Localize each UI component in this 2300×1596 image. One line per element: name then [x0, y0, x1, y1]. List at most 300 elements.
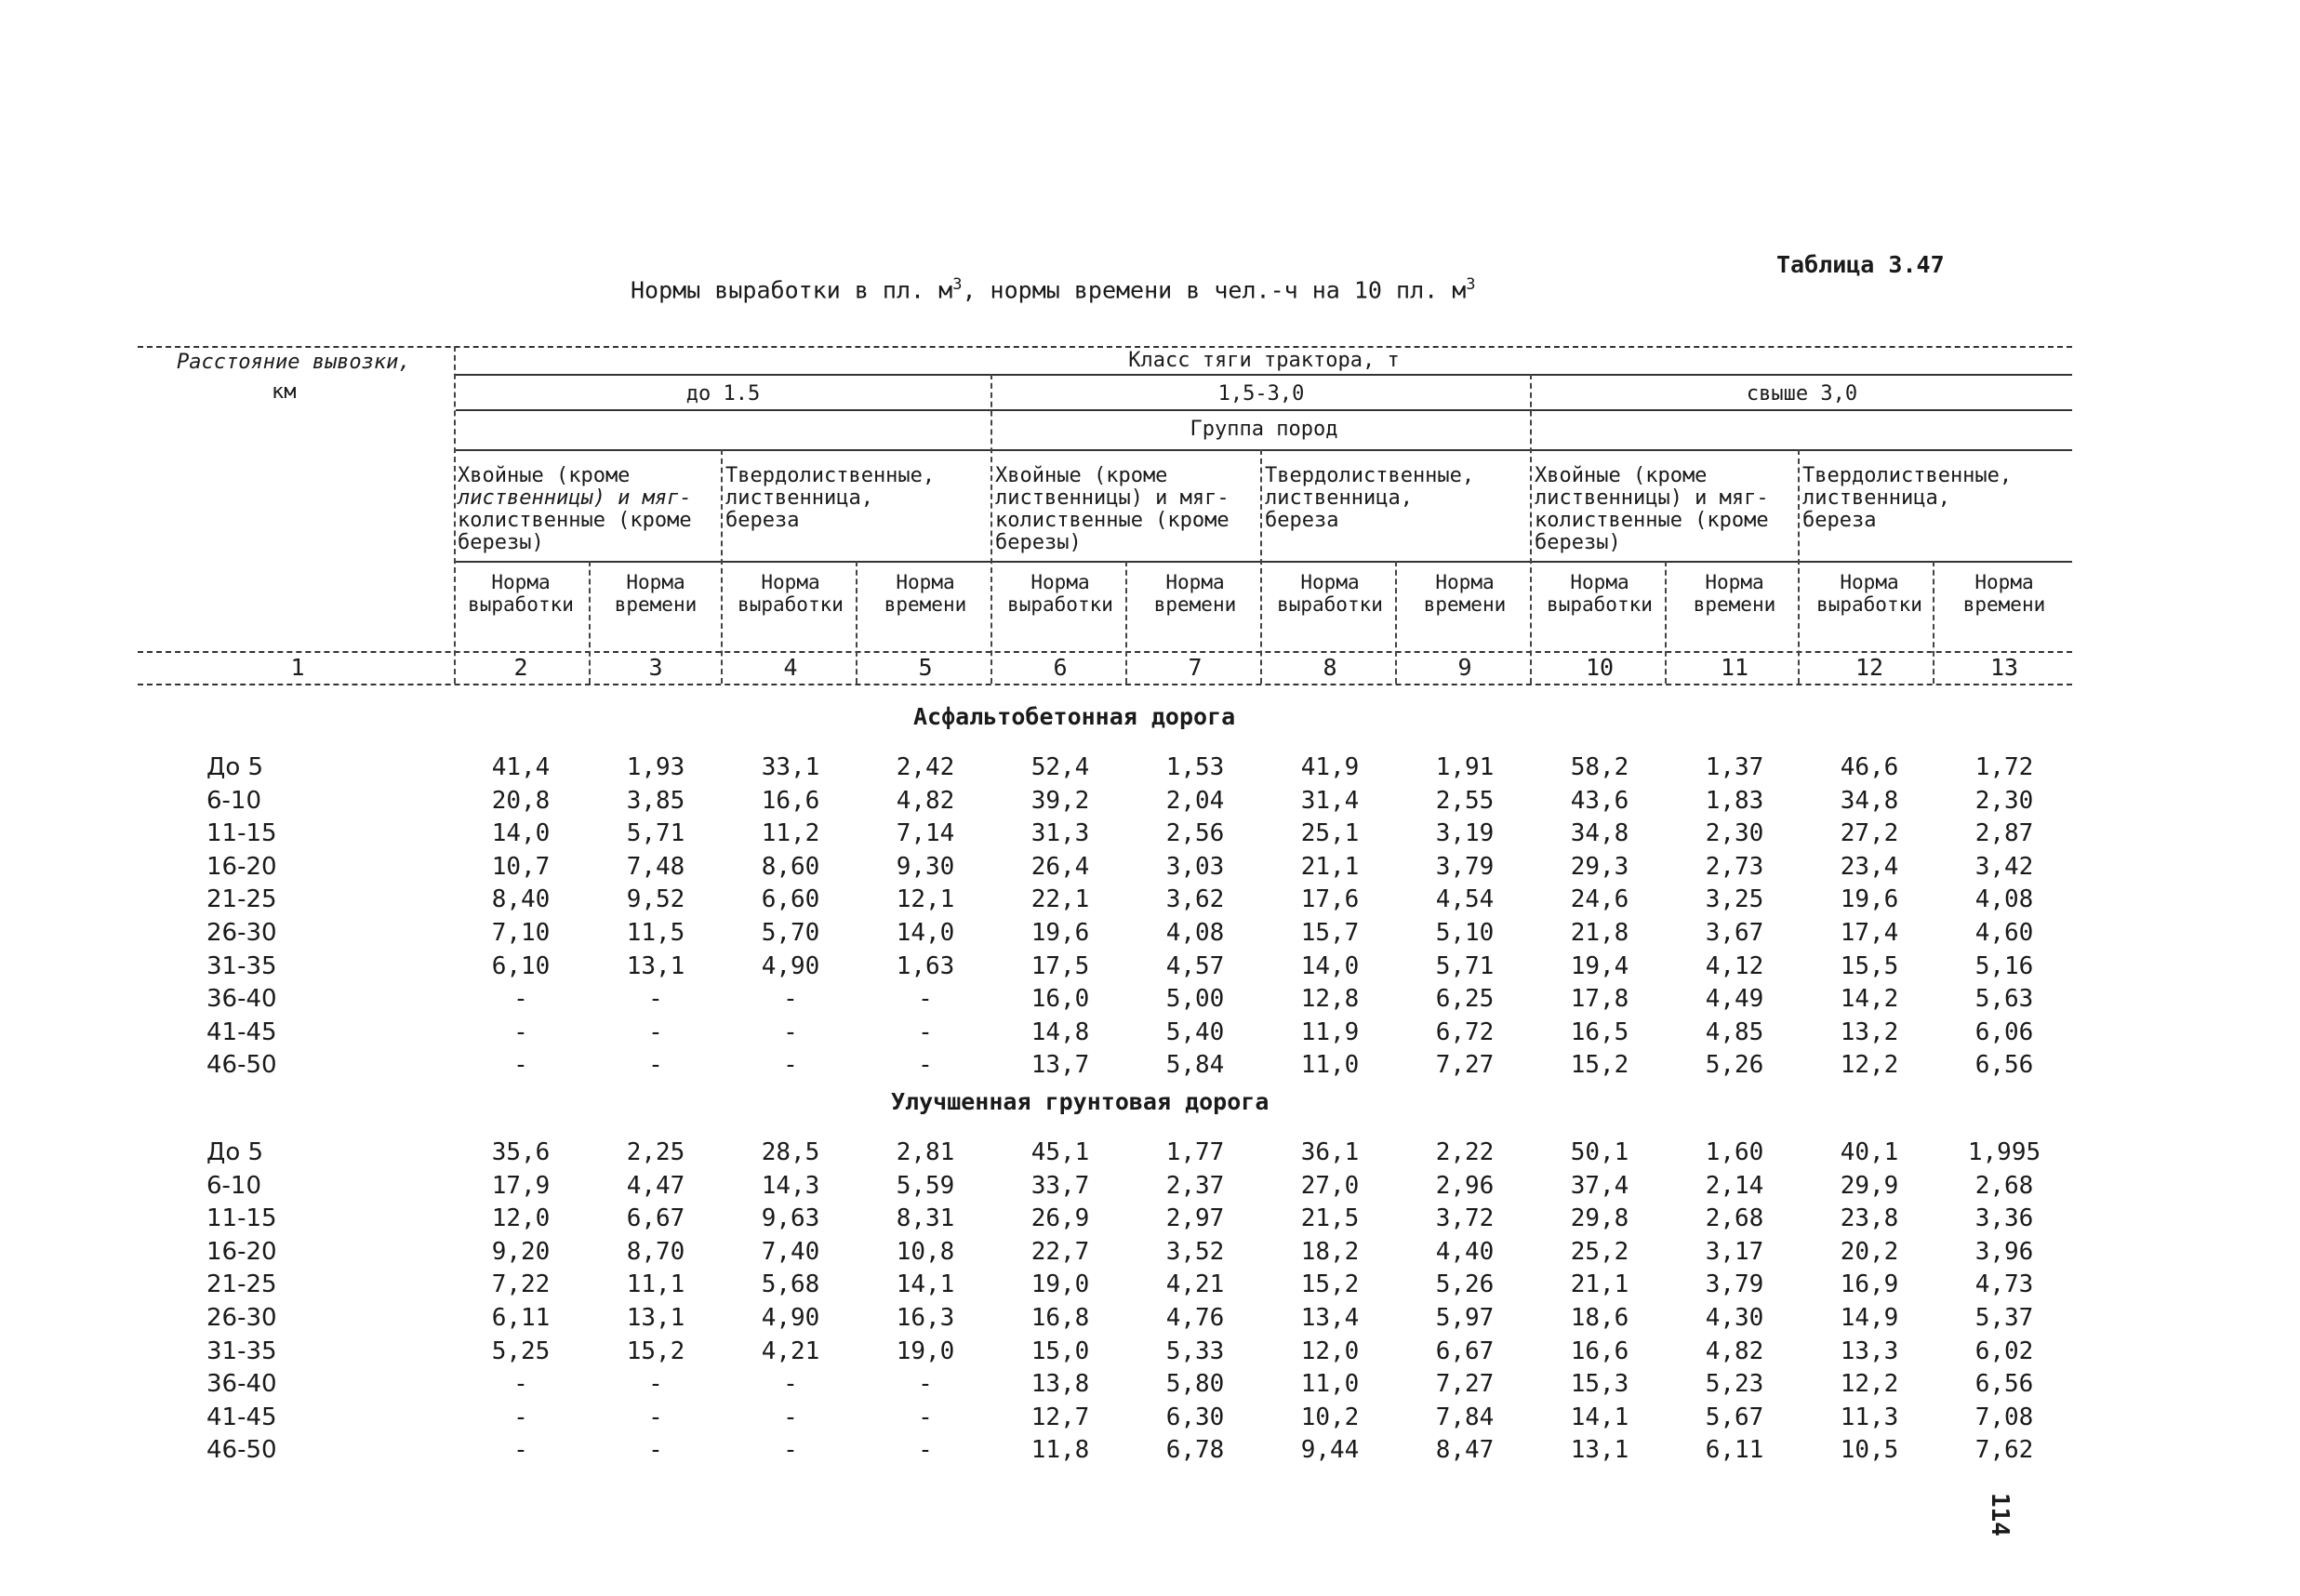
table-cell: 10,8 [896, 1237, 955, 1266]
table-cell: 25,1 [1300, 819, 1360, 848]
table-cell: 12,8 [1300, 985, 1360, 1014]
table-cell: 4,30 [1705, 1304, 1764, 1332]
output-norm-header: Норма выработки [468, 571, 574, 616]
table-cell: - [918, 1017, 933, 1046]
output-norm-header: Норма выработки [1816, 571, 1922, 616]
table-cell: 6,67 [1435, 1337, 1495, 1365]
table-cell: 45,1 [1030, 1138, 1090, 1166]
table-cell: 2,68 [1974, 1171, 2034, 1200]
table-cell: 26,4 [1030, 852, 1090, 881]
table-cell: 7,40 [761, 1237, 820, 1266]
table-cell: 2,55 [1435, 786, 1495, 815]
table-cell: 23,4 [1840, 852, 1899, 881]
table-cell: 16,6 [761, 786, 820, 815]
table-cell: 5,16 [1974, 951, 2034, 980]
table-cell: 18,6 [1570, 1304, 1629, 1332]
table-cell: 3,17 [1705, 1237, 1764, 1266]
table-cell: - [648, 1403, 663, 1431]
table-cell: 15,5 [1840, 951, 1899, 980]
table-cell: 15,2 [1300, 1270, 1360, 1299]
table-cell: 6,10 [491, 951, 551, 980]
group-b-header: Твердолиственные, лиственница, береза [725, 464, 936, 532]
table-cell: 13,4 [1300, 1304, 1360, 1332]
table-cell: 23,8 [1840, 1204, 1899, 1233]
table-cell: 9,20 [491, 1237, 551, 1266]
table-cell: 36,1 [1300, 1138, 1360, 1166]
table-cell: 3,42 [1974, 852, 2034, 881]
table-cell: 5,84 [1165, 1051, 1225, 1080]
table-cell: 4,57 [1165, 951, 1225, 980]
table-cell: 27,0 [1300, 1171, 1360, 1200]
table-cell: 15,3 [1570, 1370, 1629, 1399]
table-cell: 6,67 [626, 1204, 685, 1233]
table-cell: 17,6 [1300, 885, 1360, 914]
table-cell: 7,62 [1974, 1436, 2034, 1465]
table-cell: 14,8 [1030, 1017, 1090, 1046]
table-cell: - [513, 1051, 528, 1080]
column-number: 2 [513, 654, 528, 681]
table-cell: - [783, 1051, 798, 1080]
table-cell: 1,91 [1435, 753, 1495, 781]
vsep [1125, 561, 1127, 684]
table-cell: 13,1 [626, 1304, 685, 1332]
table-cell: 21,1 [1300, 852, 1360, 881]
table-cell: 7,22 [491, 1270, 551, 1299]
table-cell: 5,71 [1435, 951, 1495, 980]
row-distance-label: 46-50 [206, 1436, 277, 1465]
table-cell: 3,96 [1974, 1237, 2034, 1266]
table-cell: - [513, 1403, 528, 1431]
column-number: 1 [290, 654, 305, 681]
table-cell: 5,67 [1705, 1403, 1764, 1431]
table-cell: 58,2 [1570, 753, 1629, 781]
row-distance-label: 6-10 [206, 1171, 262, 1200]
caption-part1: Нормы выработки в пл. м [631, 276, 953, 304]
table-cell: 3,72 [1435, 1204, 1495, 1233]
table-caption [631, 275, 1476, 303]
group-b-header: Твердолиственные, лиственница, береза [1802, 464, 2013, 532]
column-number: 5 [918, 654, 933, 681]
caption-sup1: 3 [952, 275, 963, 294]
column-number: 6 [1053, 654, 1068, 681]
table-cell: 2,04 [1165, 786, 1225, 815]
table-cell: 6,06 [1974, 1017, 2034, 1046]
table-cell: - [513, 1370, 528, 1399]
table-cell: 14,1 [896, 1270, 955, 1299]
table-cell: 5,10 [1435, 919, 1495, 947]
class-rule [456, 374, 2072, 376]
table-cell: 7,14 [896, 819, 955, 848]
table-cell: 22,1 [1030, 885, 1090, 914]
table-cell: 13,2 [1840, 1017, 1899, 1046]
table-cell: 4,60 [1974, 919, 2034, 947]
row-distance-label: 41-45 [206, 1403, 277, 1431]
table-cell: 3,67 [1705, 919, 1764, 947]
table-cell: 22,7 [1030, 1237, 1090, 1266]
row-distance-label: 41-45 [206, 1017, 277, 1046]
table-cell: 5,00 [1165, 985, 1225, 1014]
group-a-header: Хвойные (кроме лиственницы) и мяг- колиственные (кроме березы) [1535, 464, 1769, 554]
distance-unit: км [272, 380, 297, 404]
table-cell: 9,63 [761, 1204, 820, 1233]
table-cell: 16,8 [1030, 1304, 1090, 1332]
table-cell: 4,47 [626, 1171, 685, 1200]
table-cell: 5,33 [1165, 1337, 1225, 1365]
table-cell: 11,0 [1300, 1051, 1360, 1080]
table-cell: 17,9 [491, 1171, 551, 1200]
table-cell: 20,2 [1840, 1237, 1899, 1266]
table-cell: 15,2 [1570, 1051, 1629, 1080]
table-cell: 46,6 [1840, 753, 1899, 781]
table-cell: 1,995 [1967, 1138, 2041, 1166]
table-cell: 16,5 [1570, 1017, 1629, 1046]
table-cell: 12,0 [491, 1204, 551, 1233]
table-cell: 11,8 [1030, 1436, 1090, 1465]
table-cell: 21,5 [1300, 1204, 1360, 1233]
vsep [1665, 561, 1667, 684]
row-distance-label: 11-15 [206, 819, 277, 848]
table-cell: 14,2 [1840, 985, 1899, 1014]
table-cell: 13,8 [1030, 1370, 1090, 1399]
table-cell: 13,7 [1030, 1051, 1090, 1080]
column-number: 12 [1855, 654, 1884, 681]
table-cell: 1,60 [1705, 1138, 1764, 1166]
table-cell: 3,19 [1435, 819, 1495, 848]
table-cell: - [918, 985, 933, 1014]
table-cell: 21,1 [1570, 1270, 1629, 1299]
table-cell: 7,27 [1435, 1051, 1495, 1080]
table-cell: 11,0 [1300, 1370, 1360, 1399]
table-cell: 6,11 [491, 1304, 551, 1332]
table-cell: 11,2 [761, 819, 820, 848]
time-norm-header: Норма времени [614, 571, 698, 616]
table-cell: 1,93 [626, 753, 685, 781]
table-cell: 11,1 [626, 1270, 685, 1299]
vsep [1395, 561, 1397, 684]
time-norm-header: Норма времени [1423, 571, 1507, 616]
table-cell: 14,3 [761, 1171, 820, 1200]
row-distance-label: 6-10 [206, 786, 262, 815]
class-2-header: 1,5-3,0 [1217, 382, 1305, 406]
table-cell: 34,8 [1840, 786, 1899, 815]
table-cell: 4,08 [1165, 919, 1225, 947]
table-cell: 5,23 [1705, 1370, 1764, 1399]
table-cell: - [918, 1403, 933, 1431]
table-cell: - [918, 1370, 933, 1399]
table-cell: 1,83 [1705, 786, 1764, 815]
table-cell: 2,87 [1974, 819, 2034, 848]
vsep [856, 561, 858, 684]
table-cell: 39,2 [1030, 786, 1090, 815]
table-cell: 20,8 [491, 786, 551, 815]
table-cell: 8,31 [896, 1204, 955, 1233]
table-cell: 6,78 [1165, 1436, 1225, 1465]
table-cell: - [513, 1436, 528, 1465]
table-cell: 2,30 [1705, 819, 1764, 848]
table-cell: 4,73 [1974, 1270, 2034, 1299]
table-cell: - [513, 985, 528, 1014]
table-cell: 31,4 [1300, 786, 1360, 815]
table-cell: 6,56 [1974, 1370, 2034, 1399]
table-cell: 41,9 [1300, 753, 1360, 781]
vsep [1933, 561, 1934, 684]
column-number: 7 [1188, 654, 1203, 681]
table-cell: 8,40 [491, 885, 551, 914]
group-a-header: Хвойные (кроме лиственницы) и мяг- колиственные (кроме березы) [458, 464, 692, 554]
table-cell: 13,1 [1570, 1436, 1629, 1465]
table-cell: 2,73 [1705, 852, 1764, 881]
table-cell: 40,1 [1840, 1138, 1899, 1166]
table-cell: 29,8 [1570, 1204, 1629, 1233]
table-cell: 3,03 [1165, 852, 1225, 881]
table-cell: 5,97 [1435, 1304, 1495, 1332]
table-cell: 3,52 [1165, 1237, 1225, 1266]
time-norm-header: Норма времени [1962, 571, 2046, 616]
table-cell: 5,40 [1165, 1017, 1225, 1046]
table-cell: 18,2 [1300, 1237, 1360, 1266]
table-cell: 29,9 [1840, 1171, 1899, 1200]
table-cell: 4,21 [761, 1337, 820, 1365]
vsep [1260, 449, 1262, 684]
table-cell: 12,1 [896, 885, 955, 914]
table-cell: 19,4 [1570, 951, 1629, 980]
species-group-header: Группа пород [1190, 418, 1338, 441]
table-cell: - [783, 985, 798, 1014]
table-cell: 8,60 [761, 852, 820, 881]
table-cell: - [648, 1370, 663, 1399]
table-cell: 16,6 [1570, 1337, 1629, 1365]
time-norm-header: Норма времени [1153, 571, 1237, 616]
column-number: 3 [648, 654, 663, 681]
table-cell: 10,2 [1300, 1403, 1360, 1431]
table-cell: 9,52 [626, 885, 685, 914]
table-cell: 7,27 [1435, 1370, 1495, 1399]
table-cell: 7,84 [1435, 1403, 1495, 1431]
table-cell: 4,21 [1165, 1270, 1225, 1299]
table-cell: 5,37 [1974, 1304, 2034, 1332]
header-top-rule [138, 346, 2072, 348]
output-norm-header: Норма выработки [1547, 571, 1653, 616]
output-norm-header: Норма выработки [1277, 571, 1383, 616]
table-cell: 15,0 [1030, 1337, 1090, 1365]
table-cell: 19,0 [1030, 1270, 1090, 1299]
class-3-header: свыше 3,0 [1746, 382, 1858, 406]
table-cell: 2,22 [1435, 1138, 1495, 1166]
column-number: 11 [1720, 654, 1749, 681]
table-cell: 19,6 [1030, 919, 1090, 947]
table-cell: 6,60 [761, 885, 820, 914]
column-number: 4 [783, 654, 798, 681]
row-distance-label: 46-50 [206, 1051, 277, 1080]
table-cell: 4,90 [761, 1304, 820, 1332]
table-cell: 14,0 [896, 919, 955, 947]
table-cell: 8,47 [1435, 1436, 1495, 1465]
table-cell: 5,70 [761, 919, 820, 947]
table-cell: 50,1 [1570, 1138, 1629, 1166]
table-cell: 27,2 [1840, 819, 1899, 848]
table-cell: - [783, 1370, 798, 1399]
table-cell: 14,1 [1570, 1403, 1629, 1431]
table-cell: 2,14 [1705, 1171, 1764, 1200]
tractor-class-header: Класс тяги трактора, т [1128, 349, 1400, 372]
output-norm-header: Норма выработки [738, 571, 844, 616]
table-cell: 34,8 [1570, 819, 1629, 848]
table-cell: 13,1 [626, 951, 685, 980]
table-cell: 9,44 [1300, 1436, 1360, 1465]
table-cell: 3,79 [1705, 1270, 1764, 1299]
vsep [721, 449, 723, 684]
table-cell: 15,7 [1300, 919, 1360, 947]
row-distance-label: 31-35 [206, 951, 277, 980]
table-cell: 9,30 [896, 852, 955, 881]
table-cell: 1,63 [896, 951, 955, 980]
caption-sup2: 3 [1466, 275, 1476, 294]
column-number: 9 [1457, 654, 1472, 681]
table-cell: 1,37 [1705, 753, 1764, 781]
table-cell: 10,5 [1840, 1436, 1899, 1465]
colnum-rule [138, 684, 2072, 685]
table-cell: 6,72 [1435, 1017, 1495, 1046]
table-cell: - [648, 1051, 663, 1080]
table-cell: 14,0 [1300, 951, 1360, 980]
table-cell: 2,30 [1974, 786, 2034, 815]
table-cell: 2,37 [1165, 1171, 1225, 1200]
table-cell: 16,3 [896, 1304, 955, 1332]
table-cell: 6,11 [1705, 1436, 1764, 1465]
table-cell: 1,53 [1165, 753, 1225, 781]
table-cell: 6,56 [1974, 1051, 2034, 1080]
table-cell: 24,6 [1570, 885, 1629, 914]
table-cell: 4,76 [1165, 1304, 1225, 1332]
table-cell: 11,9 [1300, 1017, 1360, 1046]
distance-header: Расстояние вывозки, [177, 351, 411, 374]
table-cell: 2,42 [896, 753, 955, 781]
time-norm-header: Норма времени [884, 571, 967, 616]
table-cell: 1,72 [1974, 753, 2034, 781]
table-cell: 19,6 [1840, 885, 1899, 914]
class-1-header: до 1.5 [685, 382, 761, 406]
row-distance-label: 31-35 [206, 1337, 277, 1365]
table-cell: 4,90 [761, 951, 820, 980]
table-cell: 3,79 [1435, 852, 1495, 881]
table-cell: 37,4 [1570, 1171, 1629, 1200]
table-cell: 2,81 [896, 1138, 955, 1166]
table-cell: 17,8 [1570, 985, 1629, 1014]
section-title: Улучшенная грунтовая дорога [891, 1088, 1270, 1115]
row-distance-label: 26-30 [206, 1304, 277, 1332]
table-cell: 3,36 [1974, 1204, 2034, 1233]
row-distance-label: До 5 [206, 753, 264, 781]
table-cell: 33,1 [761, 753, 820, 781]
table-cell: 4,54 [1435, 885, 1495, 914]
table-cell: - [648, 1017, 663, 1046]
table-cell: 4,49 [1705, 985, 1764, 1014]
table-cell: 5,80 [1165, 1370, 1225, 1399]
row-distance-label: До 5 [206, 1138, 264, 1166]
group-b-header: Твердолиственные, лиственница, береза [1265, 464, 1475, 532]
table-cell: 15,2 [626, 1337, 685, 1365]
table-cell: - [783, 1436, 798, 1465]
table-cell: 31,3 [1030, 819, 1090, 848]
group-rule [456, 449, 2072, 451]
row-distance-label: 36-40 [206, 985, 277, 1014]
table-cell: - [918, 1436, 933, 1465]
table-cell: 25,2 [1570, 1237, 1629, 1266]
row-distance-label: 26-30 [206, 919, 277, 947]
table-cell: 52,4 [1030, 753, 1090, 781]
table-cell: 4,82 [896, 786, 955, 815]
table-cell: 16,9 [1840, 1270, 1899, 1299]
table-cell: 12,2 [1840, 1370, 1899, 1399]
column-number: 8 [1323, 654, 1337, 681]
table-cell: 5,59 [896, 1171, 955, 1200]
species-rule [456, 561, 2072, 563]
row-distance-label: 36-40 [206, 1370, 277, 1399]
table-cell: 5,26 [1705, 1051, 1764, 1080]
table-cell: 26,9 [1030, 1204, 1090, 1233]
table-cell: 12,0 [1300, 1337, 1360, 1365]
column-number: 13 [1989, 654, 2019, 681]
table-cell: 5,26 [1435, 1270, 1495, 1299]
caption-part2: , нормы времени в чел.-ч на 10 пл. м [962, 276, 1467, 304]
table-cell: - [648, 1436, 663, 1465]
table-cell: 33,7 [1030, 1171, 1090, 1200]
table-cell: 4,12 [1705, 951, 1764, 980]
table-cell: 7,10 [491, 919, 551, 947]
table-cell: 14,9 [1840, 1304, 1899, 1332]
vsep [1798, 449, 1800, 684]
table-cell: 7,08 [1974, 1403, 2034, 1431]
table-cell: 13,3 [1840, 1337, 1899, 1365]
table-cell: 7,48 [626, 852, 685, 881]
row-distance-label: 11-15 [206, 1204, 277, 1233]
row-distance-label: 16-20 [206, 852, 277, 881]
table-cell: - [918, 1051, 933, 1080]
table-cell: 17,4 [1840, 919, 1899, 947]
table-cell: 2,25 [626, 1138, 685, 1166]
table-cell: 4,82 [1705, 1337, 1764, 1365]
table-cell: 2,97 [1165, 1204, 1225, 1233]
table-cell: 3,25 [1705, 885, 1764, 914]
table-cell: 28,5 [761, 1138, 820, 1166]
table-cell: 12,2 [1840, 1051, 1899, 1080]
table-cell: 2,96 [1435, 1171, 1495, 1200]
table-cell: 3,62 [1165, 885, 1225, 914]
row-distance-label: 21-25 [206, 1270, 277, 1299]
table-cell: 5,25 [491, 1337, 551, 1365]
table-cell: 6,25 [1435, 985, 1495, 1014]
table-cell: 19,0 [896, 1337, 955, 1365]
output-norm-header: Норма выработки [1007, 571, 1113, 616]
time-norm-header: Норма времени [1693, 571, 1776, 616]
table-cell: 43,6 [1570, 786, 1629, 815]
table-cell: - [783, 1403, 798, 1431]
table-cell: 8,70 [626, 1237, 685, 1266]
page-number: 114 [1986, 1493, 2014, 1536]
table-cell: 5,71 [626, 819, 685, 848]
table-cell: 21,8 [1570, 919, 1629, 947]
table-cell: 17,5 [1030, 951, 1090, 980]
table-cell: 4,85 [1705, 1017, 1764, 1046]
table-cell: 29,3 [1570, 852, 1629, 881]
group-a-header: Хвойные (кроме лиственницы) и мяг- колиственные (кроме березы) [995, 464, 1230, 554]
column-number: 10 [1585, 654, 1615, 681]
table-cell: 2,56 [1165, 819, 1225, 848]
vsep [589, 561, 591, 684]
table-cell: 41,4 [491, 753, 551, 781]
table-cell: - [513, 1017, 528, 1046]
table-cell: 1,77 [1165, 1138, 1225, 1166]
